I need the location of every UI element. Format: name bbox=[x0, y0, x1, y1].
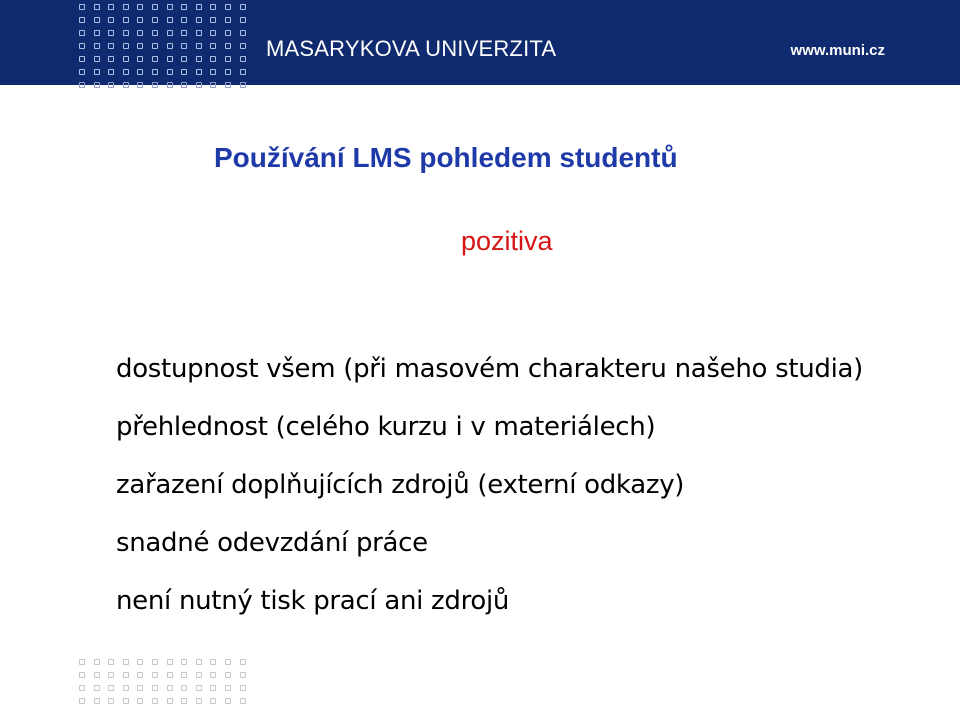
slide-subtitle: pozitiva bbox=[461, 226, 553, 256]
dot-square bbox=[94, 17, 100, 23]
dot-square bbox=[181, 685, 187, 691]
dot-square bbox=[196, 43, 202, 49]
dot-square bbox=[210, 69, 216, 75]
dot-square bbox=[196, 30, 202, 36]
dot-square bbox=[137, 672, 143, 678]
dot-square bbox=[152, 43, 158, 49]
dot-square bbox=[210, 4, 216, 10]
dot-square bbox=[137, 30, 143, 36]
dot-square bbox=[181, 4, 187, 10]
dot-square bbox=[181, 56, 187, 62]
dot-square bbox=[240, 17, 246, 23]
dot-square bbox=[167, 43, 173, 49]
dot-square bbox=[152, 685, 158, 691]
dot-square bbox=[108, 56, 114, 62]
dot-square bbox=[137, 17, 143, 23]
dot-square bbox=[152, 56, 158, 62]
bullet-item: snadné odevzdání práce bbox=[116, 528, 428, 558]
dot-square bbox=[137, 43, 143, 49]
dot-square bbox=[196, 659, 202, 665]
dot-square bbox=[210, 659, 216, 665]
dot-square bbox=[79, 69, 85, 75]
dot-square bbox=[94, 685, 100, 691]
dot-square bbox=[123, 17, 129, 23]
dot-grid-decoration-icon bbox=[79, 659, 246, 704]
dot-square bbox=[167, 4, 173, 10]
dot-square bbox=[196, 698, 202, 704]
dot-square bbox=[240, 43, 246, 49]
dot-square bbox=[196, 82, 202, 88]
dot-square bbox=[123, 672, 129, 678]
dot-square bbox=[137, 56, 143, 62]
dot-square bbox=[181, 43, 187, 49]
dot-square bbox=[94, 672, 100, 678]
dot-square bbox=[210, 43, 216, 49]
dot-square bbox=[123, 43, 129, 49]
dot-square bbox=[94, 4, 100, 10]
dot-square bbox=[225, 659, 231, 665]
dot-square bbox=[225, 30, 231, 36]
dot-square bbox=[181, 69, 187, 75]
dot-square bbox=[210, 82, 216, 88]
dot-square bbox=[196, 56, 202, 62]
dot-square bbox=[79, 659, 85, 665]
dot-square bbox=[94, 56, 100, 62]
dot-square bbox=[240, 685, 246, 691]
dot-square bbox=[108, 17, 114, 23]
bullet-item: přehlednost (celého kurzu i v materiálech) bbox=[116, 412, 656, 442]
dot-square bbox=[94, 69, 100, 75]
dot-square bbox=[240, 82, 246, 88]
dot-square bbox=[225, 17, 231, 23]
dot-square bbox=[181, 698, 187, 704]
dot-square bbox=[108, 69, 114, 75]
dot-square bbox=[108, 672, 114, 678]
dot-square bbox=[79, 698, 85, 704]
bullet-item: není nutný tisk prací ani zdrojů bbox=[116, 586, 510, 616]
dot-square bbox=[196, 685, 202, 691]
dot-square bbox=[137, 82, 143, 88]
dot-square bbox=[167, 698, 173, 704]
dot-square bbox=[123, 659, 129, 665]
dot-square bbox=[225, 698, 231, 704]
dot-square bbox=[123, 30, 129, 36]
dot-square bbox=[240, 69, 246, 75]
dot-square bbox=[94, 30, 100, 36]
dot-square bbox=[225, 69, 231, 75]
dot-square bbox=[240, 672, 246, 678]
header-bar bbox=[0, 0, 960, 85]
dot-square bbox=[123, 698, 129, 704]
bullet-item: dostupnost všem (při masovém charakteru našeho studia) bbox=[116, 354, 863, 384]
dot-square bbox=[167, 685, 173, 691]
dot-square bbox=[152, 659, 158, 665]
dot-square bbox=[196, 17, 202, 23]
dot-square bbox=[79, 56, 85, 62]
dot-grid-logo-icon bbox=[79, 4, 246, 88]
dot-square bbox=[79, 17, 85, 23]
dot-square bbox=[123, 685, 129, 691]
university-name: MASARYKOVA UNIVERZITA bbox=[266, 36, 557, 61]
dot-square bbox=[196, 672, 202, 678]
dot-square bbox=[240, 698, 246, 704]
website-url: www.muni.cz bbox=[790, 42, 885, 59]
dot-square bbox=[196, 69, 202, 75]
dot-square bbox=[137, 4, 143, 10]
dot-square bbox=[210, 685, 216, 691]
dot-square bbox=[79, 82, 85, 88]
dot-square bbox=[108, 659, 114, 665]
dot-square bbox=[167, 17, 173, 23]
dot-square bbox=[167, 672, 173, 678]
dot-square bbox=[137, 659, 143, 665]
dot-square bbox=[79, 4, 85, 10]
dot-square bbox=[94, 659, 100, 665]
dot-square bbox=[210, 17, 216, 23]
dot-square bbox=[196, 4, 202, 10]
dot-square bbox=[108, 30, 114, 36]
dot-square bbox=[94, 698, 100, 704]
dot-square bbox=[210, 698, 216, 704]
dot-square bbox=[137, 69, 143, 75]
dot-square bbox=[240, 30, 246, 36]
dot-square bbox=[210, 56, 216, 62]
dot-square bbox=[152, 672, 158, 678]
bullet-item: zařazení doplňujících zdrojů (externí odkazy) bbox=[116, 470, 685, 500]
dot-square bbox=[181, 17, 187, 23]
dot-square bbox=[225, 4, 231, 10]
dot-square bbox=[137, 698, 143, 704]
dot-square bbox=[152, 17, 158, 23]
dot-square bbox=[167, 30, 173, 36]
dot-square bbox=[240, 659, 246, 665]
dot-square bbox=[152, 4, 158, 10]
dot-square bbox=[240, 4, 246, 10]
dot-square bbox=[79, 685, 85, 691]
dot-square bbox=[79, 672, 85, 678]
dot-square bbox=[181, 672, 187, 678]
dot-square bbox=[167, 82, 173, 88]
dot-square bbox=[167, 659, 173, 665]
dot-square bbox=[225, 56, 231, 62]
dot-square bbox=[152, 82, 158, 88]
dot-square bbox=[108, 4, 114, 10]
dot-square bbox=[123, 4, 129, 10]
dot-square bbox=[167, 69, 173, 75]
dot-square bbox=[108, 43, 114, 49]
dot-square bbox=[152, 69, 158, 75]
dot-square bbox=[137, 685, 143, 691]
slide-title: Používání LMS pohledem studentů bbox=[214, 142, 678, 173]
dot-square bbox=[181, 30, 187, 36]
dot-square bbox=[152, 30, 158, 36]
dot-square bbox=[240, 56, 246, 62]
dot-square bbox=[94, 43, 100, 49]
dot-square bbox=[108, 698, 114, 704]
dot-square bbox=[94, 82, 100, 88]
dot-square bbox=[108, 82, 114, 88]
dot-square bbox=[210, 30, 216, 36]
bullet-list bbox=[116, 340, 863, 630]
dot-square bbox=[108, 685, 114, 691]
dot-square bbox=[210, 672, 216, 678]
dot-square bbox=[79, 43, 85, 49]
dot-square bbox=[181, 82, 187, 88]
dot-square bbox=[123, 69, 129, 75]
dot-square bbox=[167, 56, 173, 62]
dot-square bbox=[225, 43, 231, 49]
dot-square bbox=[225, 685, 231, 691]
dot-square bbox=[225, 82, 231, 88]
dot-square bbox=[79, 30, 85, 36]
dot-square bbox=[181, 659, 187, 665]
dot-square bbox=[152, 698, 158, 704]
dot-square bbox=[225, 672, 231, 678]
dot-square bbox=[123, 56, 129, 62]
dot-square bbox=[123, 82, 129, 88]
